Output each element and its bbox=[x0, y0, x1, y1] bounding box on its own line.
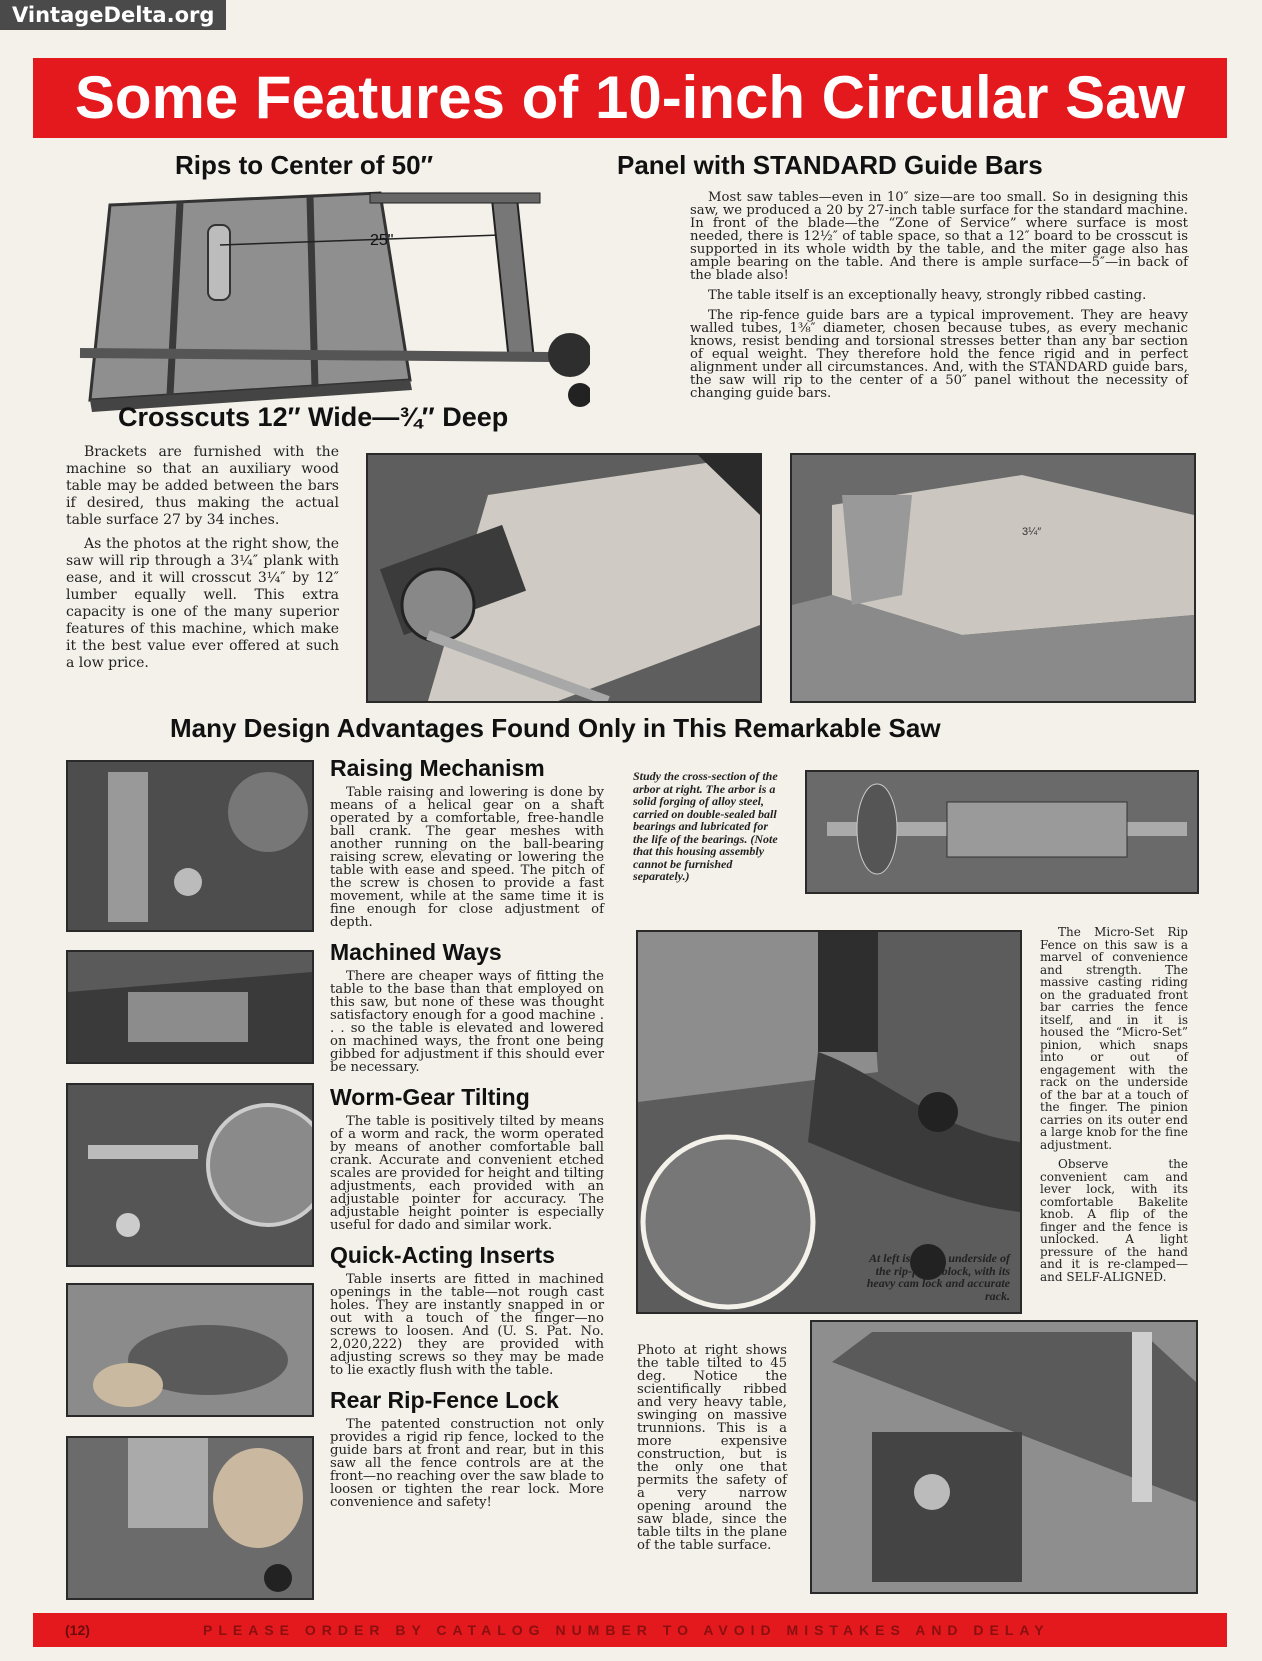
capacity-paragraph: As the photos at the right show, the saw will rip through a 3¼″ plank with ease, and it will crosscut 3¼″ by 12″ lumber equally well. This extra capacity is one of the many superior features of this machine, which make it the best value ever offered at such a low price. bbox=[66, 536, 339, 671]
feature-text: The table is positively tilted by means of a worm and rack, the worm operated by means of another comfortable ball crank. Accurate and convenient etched scales are provided for height and tilting adjustments, each provided with an adjustable pointer for accuracy. The adjustable height pointer is especially useful for dado and similar work. bbox=[330, 1114, 604, 1233]
features-column bbox=[330, 755, 604, 1509]
microset-paragraph-2: Observe the convenient cam and lever lock, with its comfortable Bakelite knob. A flip of the finger and the fence is unlocked. A light pressure of the hand and it is re-clamped—and SELF-ALIGNED. bbox=[1040, 1157, 1188, 1284]
brackets-text bbox=[66, 444, 339, 679]
brackets-paragraph: Brackets are furnished with the machine so that an auxiliary wood table may be added between the bars if desired, thus making the actual table surface 27 by 34 inches. bbox=[66, 444, 339, 528]
feature-title: Machined Ways bbox=[330, 939, 502, 965]
footer-note: PLEASE ORDER BY CATALOG NUMBER TO AVOID MISTAKES AND DELAY bbox=[203, 1622, 1050, 1638]
feature-text: Table inserts are fitted in machined openings in the table—not rough cast holes. They are instantly snapped in or out with a touch of the finger—no screws to loosen. And (U. S. Pat. No. 2,020,222) they are provided with adjusting screws so they may be made to lie exactly flush with the table. bbox=[330, 1272, 604, 1378]
advantages-heading: Many Design Advantages Found Only in This Remarkable Saw bbox=[170, 713, 941, 743]
feature-raising bbox=[330, 755, 604, 929]
feature-title: Raising Mechanism bbox=[330, 755, 545, 781]
feature-title: Rear Rip-Fence Lock bbox=[330, 1387, 559, 1413]
feature-title: Quick-Acting Inserts bbox=[330, 1242, 555, 1268]
microset-paragraph-1: The Micro-Set Rip Fence on this saw is a marvel of convenience and strength. The massive casting riding on the graduated front bar carries the fence itself, and in it is housed the “Micro-Set” pinion, which snaps into or out of engagement with the rack on the underside of the bar at a touch of the finger. The pinion carries on its outer end a large knob for the fine adjustment. bbox=[1040, 925, 1188, 1152]
page-number: (12) bbox=[65, 1622, 90, 1638]
site-watermark: VintageDelta.org bbox=[0, 0, 226, 30]
heading-panel: Panel with STANDARD Guide Bars bbox=[617, 150, 1043, 180]
plank-thickness-label: 3¼″ bbox=[1022, 526, 1042, 538]
crosscut-photo bbox=[366, 453, 762, 703]
footer-bar bbox=[33, 1613, 1227, 1647]
saw-table-illustration bbox=[70, 175, 590, 430]
fence-caption: At left is shown underside of the rip-fence block, with its heavy cam lock and accurate rack. bbox=[866, 1251, 1010, 1303]
heading-crosscuts: Crosscuts 12″ Wide—¾″ Deep bbox=[118, 402, 509, 432]
tilt-caption: Photo at right shows the table tilted to 45 deg. Notice the scientifically ribbed and very heavy table, swinging on massive trunnions. This is a more expensive construction, but is the only one that permits the safety of a very narrow opening around the saw blade, since the table tilts in the plane of the table surface. bbox=[637, 1343, 787, 1553]
rear-lock-photo bbox=[66, 1436, 314, 1600]
panel-paragraph-2: The table itself is an exceptionally heavy, strongly ribbed casting. bbox=[708, 288, 1147, 303]
feature-text: The patented construction not only provides a rigid rip fence, locked to the guide bars at front and rear, but in this saw all the fence controls are at the front—no reaching over the saw blade to loosen or tighten the rear lock. More convenience and safety! bbox=[330, 1417, 604, 1510]
arbor-caption: Study the cross-section of the arbor at right. The arbor is a solid forging of alloy steel, carried on double-sealed ball bearings and lubricated for the life of the bearings. (Note that this housing assembly cannot be furnished separately.) bbox=[633, 769, 778, 883]
panel-paragraph-3: The rip-fence guide bars are a typical improvement. They are heavy walled tubes, 1⅜″ diameter, chosen because tubes, as every mechanic knows, resist bending and torsional stresses better than any bar section of equal weight. They therefore hold the fence rigid and in perfect alignment under all circumstances. And, with the STANDARD guide bars, the saw will rip to the center of a 50″ panel without the necessity of changing guide bars. bbox=[690, 308, 1188, 401]
feature-text: Table raising and lowering is done by means of a helical gear on a shaft operated by a comfortable, free-handle ball crank. The gear meshes with another running on the ball-bearing raising screw, elevating or lowering the table with ease and speed. The pitch of the screw is chosen to provide a fast movement, while at the same time it is fine enough for close adjustment of depth. bbox=[330, 785, 604, 930]
panel-text bbox=[690, 191, 1188, 407]
feature-title: Worm-Gear Tilting bbox=[330, 1084, 530, 1110]
dimension-label: 25" bbox=[370, 232, 394, 249]
rip-photo bbox=[790, 453, 1196, 703]
inserts-photo bbox=[66, 1283, 314, 1417]
feature-inserts bbox=[330, 1242, 604, 1377]
microset-text bbox=[1040, 926, 1188, 1290]
tilted-table-photo bbox=[810, 1320, 1198, 1594]
machined-ways-photo bbox=[66, 950, 314, 1064]
feature-rear-lock bbox=[330, 1387, 604, 1509]
worm-gear-photo bbox=[66, 1083, 314, 1267]
feature-text: There are cheaper ways of fitting the table to the base than that employed on this saw, but none of these was thought satisfactory enough for a good machine . . . so the table is elevated and lowered on machined ways, the front one being gibbed for adjustment if this should ever be necessary. bbox=[330, 969, 604, 1075]
panel-paragraph-1: Most saw tables—even in 10″ size—are too small. So in designing this saw, we produced a 20 by 27-inch table surface for the standard machine. In front of the blade—the “Zone of Service” where surface is most needed, there is 12½″ of table space, so that a 12″ board to be crosscut is supported in its whole width by the table, and the miter gage also has ample bearing on the table. And there is ample surface—5″—in back of the blade also! bbox=[690, 190, 1188, 283]
page-title: Some Features of 10-inch Circular Saw bbox=[33, 58, 1227, 138]
feature-worm-gear bbox=[330, 1084, 604, 1232]
raising-mechanism-photo bbox=[66, 760, 314, 932]
heading-rips: Rips to Center of 50″ bbox=[175, 150, 434, 180]
arbor-photo bbox=[805, 770, 1199, 894]
feature-machined-ways bbox=[330, 939, 604, 1074]
